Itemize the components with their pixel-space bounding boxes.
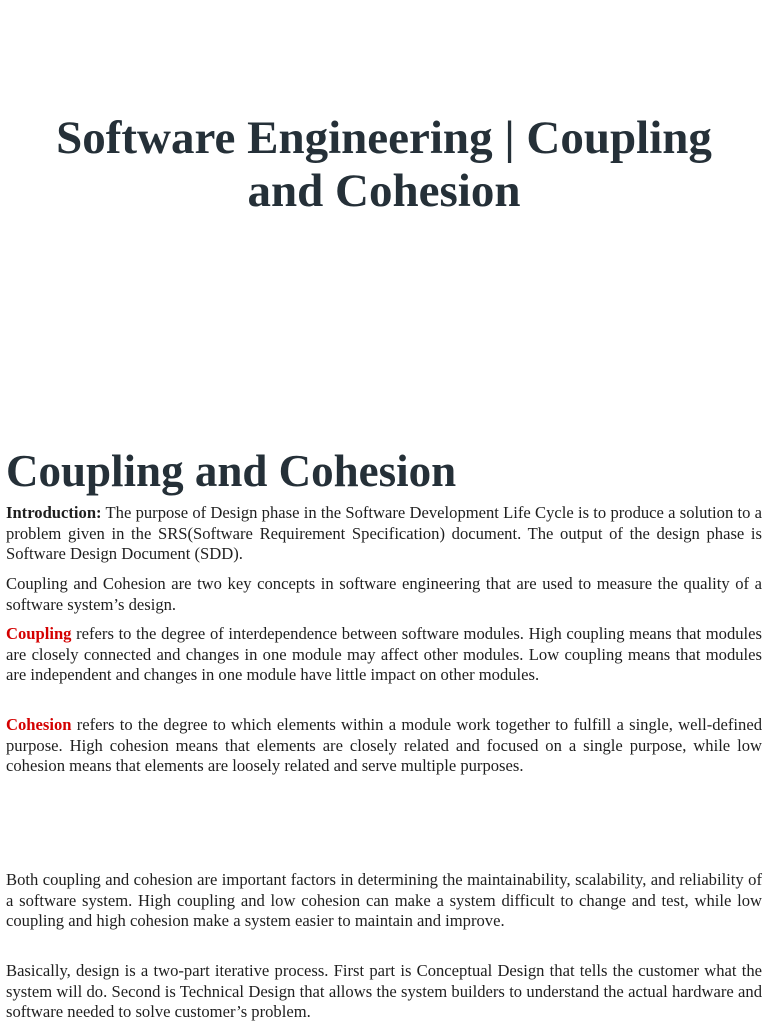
intro-paragraph bbox=[6, 503, 762, 565]
intro-label: Introduction: bbox=[6, 503, 102, 522]
cohesion-paragraph bbox=[6, 715, 762, 777]
document-title: Software Engineering | Coupling and Cohesion bbox=[56, 112, 712, 217]
concepts-paragraph: Coupling and Cohesion are two key concepts in software engineering that are used to measure the quality of a software system’s design. bbox=[6, 574, 762, 614]
coupling-paragraph bbox=[6, 624, 762, 686]
cohesion-term: Cohesion bbox=[6, 715, 72, 734]
section-heading: Coupling and Cohesion bbox=[6, 446, 457, 496]
intro-text: The purpose of Design phase in the Software Development Life Cycle is to produce a solution to a problem given in the SRS(Software Requirement Specification) document. The output of the design phase is Software Design Document (SDD). bbox=[6, 503, 762, 563]
cohesion-text: refers to the degree to which elements within a module work together to fulfill a single, well-defined purpose. High cohesion means that elements are closely related and focused on a single purpose, while low cohesion means that elements are loosely related and serve multiple purposes. bbox=[6, 715, 762, 775]
design-process-paragraph: Basically, design is a two-part iterative process. First part is Conceptual Design that tells the customer what the system will do. Second is Technical Design that allows the system builders to understand the actual hardware and software needed to solve customer’s problem. bbox=[6, 961, 762, 1021]
coupling-term: Coupling bbox=[6, 624, 72, 643]
coupling-text: refers to the degree of interdependence between software modules. High coupling means that modules are closely connected and changes in one module may affect other modules. Low coupling means that modules are independent and changes in one module have little impact on other modules. bbox=[6, 624, 762, 684]
factors-paragraph: Both coupling and cohesion are important factors in determining the maintainability, scalability, and reliability of a software system. High coupling and low cohesion can make a system difficult to change and test, while low coupling and high cohesion make a system easier to maintain and improve. bbox=[6, 870, 762, 930]
